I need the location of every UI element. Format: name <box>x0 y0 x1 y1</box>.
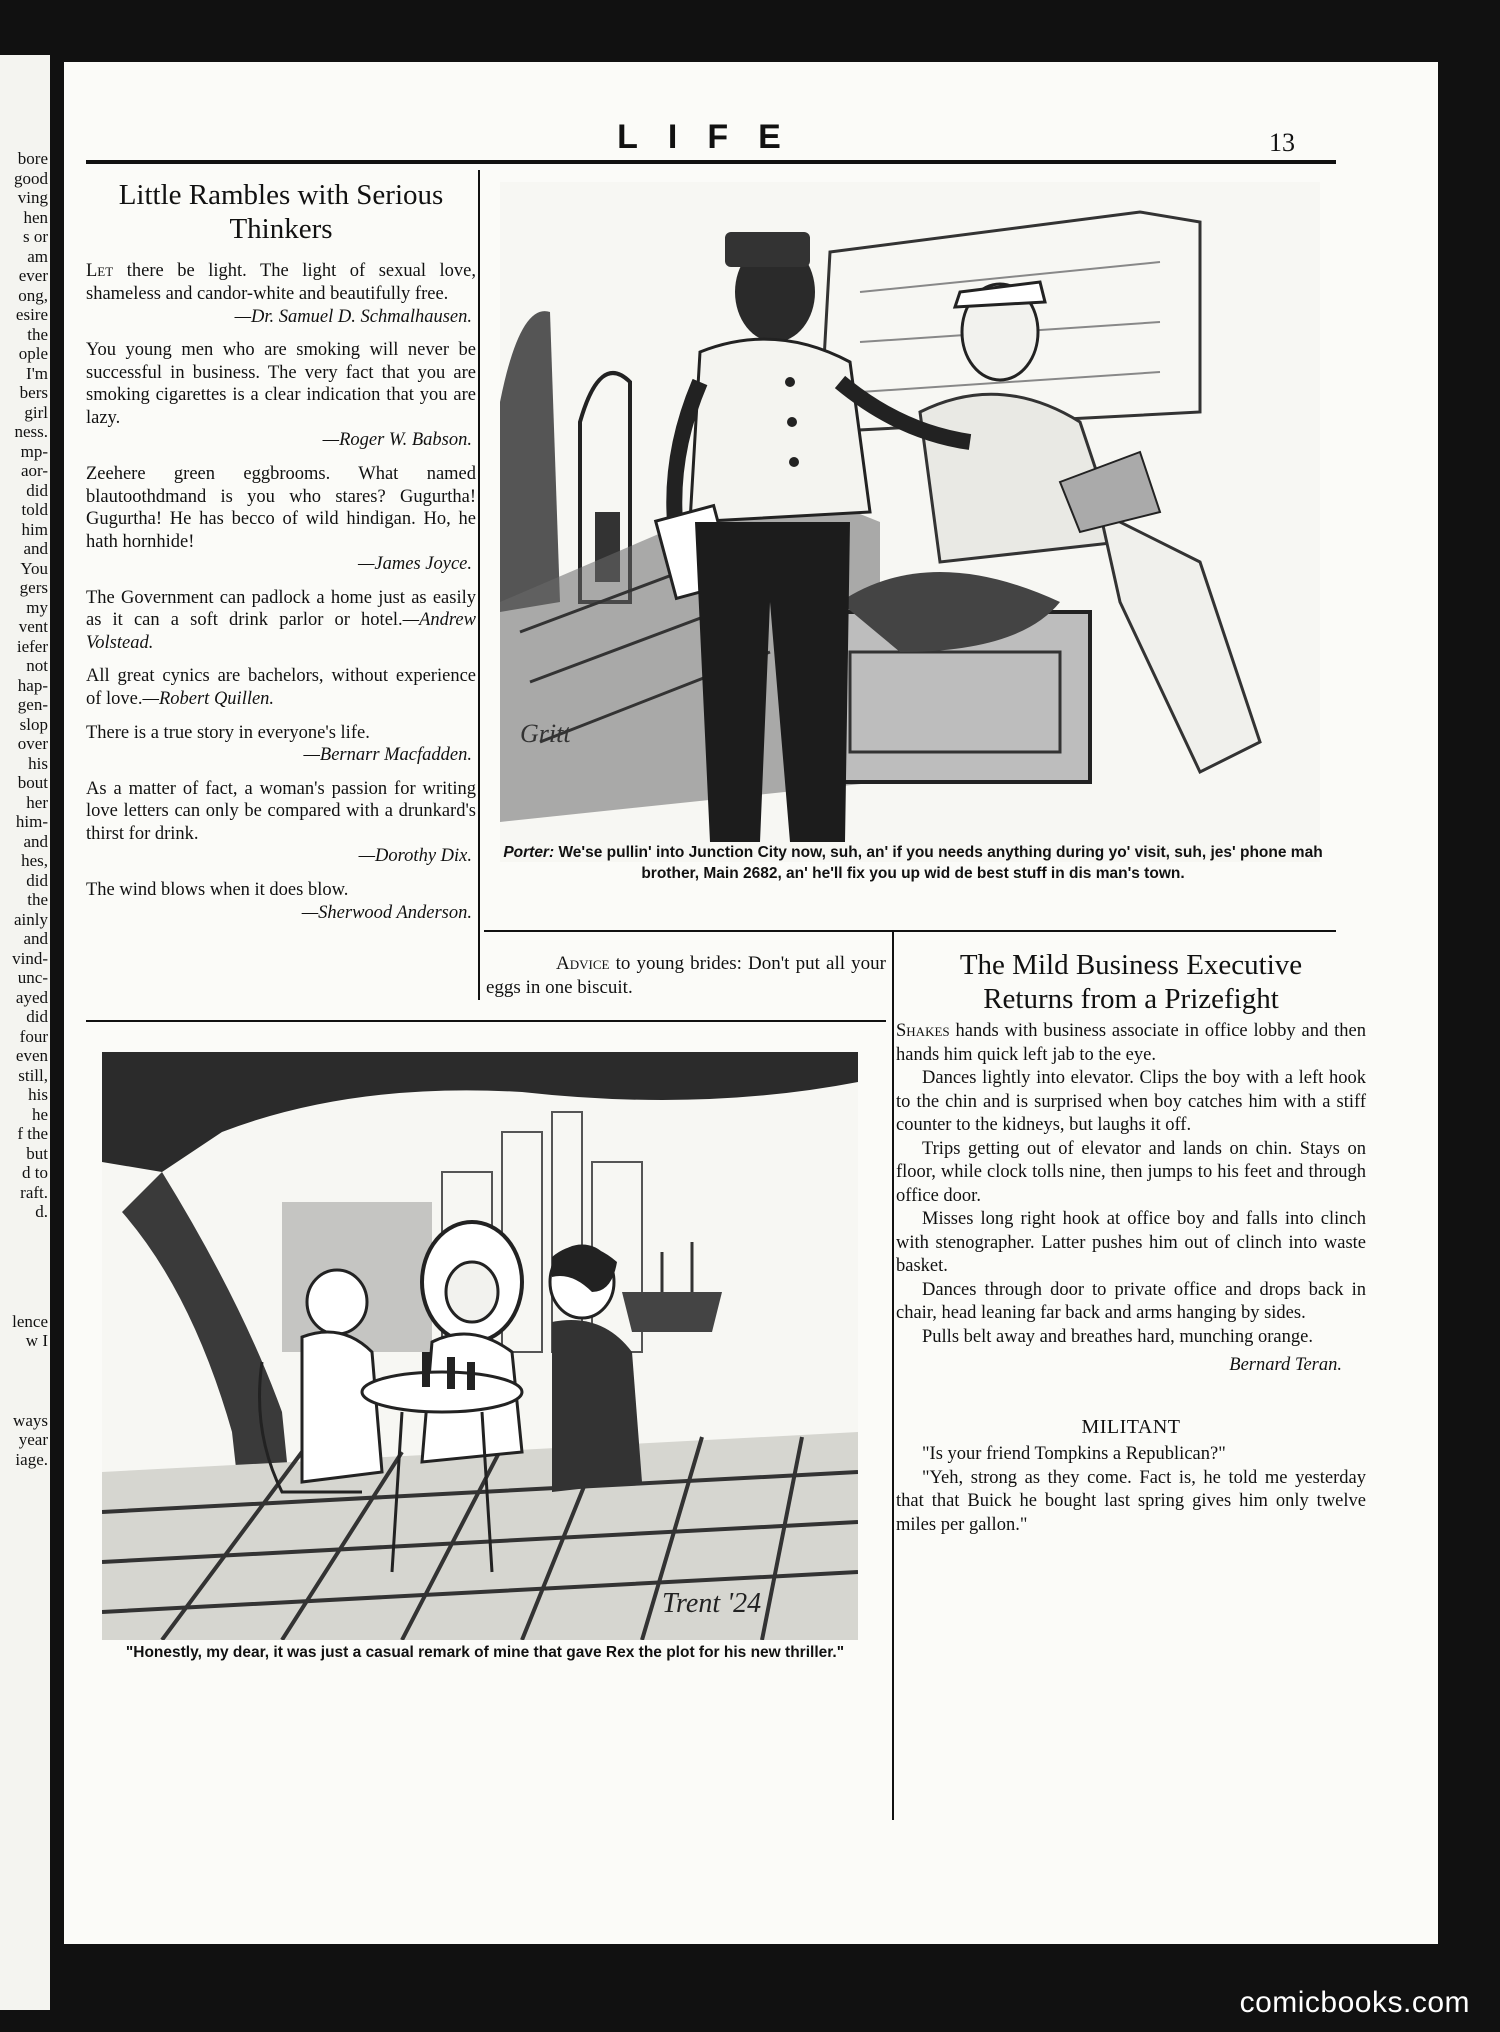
previous-page-fragment: him <box>21 519 48 539</box>
previous-page-fragment: f the <box>17 1124 48 1143</box>
previous-page-fragment: hen <box>23 207 48 227</box>
previous-page-fragment: my <box>26 597 48 617</box>
previous-page-fragment: vent <box>18 617 48 636</box>
previous-page-fragment: w I <box>25 1331 48 1350</box>
quote-author: —Dorothy Dix. <box>358 846 472 867</box>
previous-page-fragment: his <box>28 1085 48 1104</box>
column-rule-right <box>892 930 894 1820</box>
cafe-caption: "Honestly, my dear, it was just a casual remark of mine that gave Rex the plot for his new thriller." <box>125 1644 845 1661</box>
quote-author: —Andrew Volstead. <box>86 610 476 653</box>
paragraph-text: hands with business associate in office lobby and then hands him quick left jab to the eye. <box>896 1021 1366 1065</box>
caption-text: We'se pullin' into Junction City now, suh, an' if you needs anything during yo' visit, suh, jes' phone mah brother, Main 2682, an' he'll fix you up wid de best stuff in dis man's town. <box>554 844 1323 883</box>
quote-volstead <box>86 587 476 655</box>
previous-page-fragment: his <box>28 753 48 773</box>
quote-text: All great cynics are bachelors, without experience of love. <box>86 666 476 709</box>
quote-author: —Bernarr Macfadden. <box>303 745 472 766</box>
previous-page-fragment: unc- <box>17 968 48 987</box>
executive-paragraph: Dances through door to private office and drops back in chair, head leaning far back and arms hanging by sides. <box>896 1279 1366 1324</box>
article-title-line1: Little Rambles with Serious <box>118 179 444 211</box>
militant-paragraph: "Is your friend Tompkins a Republican?" <box>922 1444 1226 1465</box>
executive-paragraph: Misses long right hook at office boy and falls into clinch with stenographer. Latter pushes him out of clinch into waste basket. <box>896 1209 1366 1277</box>
cafe-cartoon <box>102 1052 858 1640</box>
previous-page-fragment: slop <box>19 714 48 734</box>
previous-page-fragment: over <box>17 734 48 753</box>
previous-page-fragment: bore <box>17 149 48 168</box>
previous-page-fragment: gers <box>19 578 48 597</box>
masthead-title: LIFE <box>617 118 811 156</box>
previous-page-fragment: ever <box>18 266 48 285</box>
previous-page-fragment: ving <box>17 188 48 207</box>
porter-cartoon-signature: Gritt <box>520 719 571 748</box>
article-title <box>86 178 476 246</box>
quote-text: there be light. The light of sexual love, shameless and candor-white and beautifully free. <box>86 261 476 304</box>
little-rambles-article <box>86 178 476 935</box>
previous-page-fragment: not <box>26 656 48 675</box>
quote-author: —Robert Quillen. <box>142 689 275 709</box>
advice-text: to young brides: Don't put all your eggs in one biscuit. <box>486 953 886 998</box>
previous-page-fragment: the <box>27 890 48 909</box>
previous-page-fragment: vind- <box>12 948 48 968</box>
militant-paragraph: "Yeh, strong as they come. Fact is, he told me yesterday that that Buick he bought last spring gives him only twelve miles per gallon." <box>896 1467 1366 1535</box>
previous-page-fragment: ways <box>13 1410 48 1430</box>
previous-page-fragment: aor- <box>20 461 48 480</box>
cafe-cartoon-signature: Trent '24 <box>662 1588 762 1619</box>
previous-page-fragment: bout <box>17 773 48 792</box>
previous-page-fragment: did <box>26 870 48 890</box>
executive-paragraph: Pulls belt away and breathes hard, munching orange. <box>922 1326 1313 1347</box>
paragraph-lead: Shakes <box>896 1021 950 1042</box>
previous-page-fragment: s or <box>22 227 48 246</box>
column-rule-left <box>478 170 480 1000</box>
article-title-line2: Thinkers <box>229 213 333 246</box>
quote-text: Zeehere green eggbrooms. What named blautoothdmand is you who stares? Gugurtha! Gugurtha! He has becco of wild hindigan. Ho, he hath hornhide! <box>86 463 476 552</box>
header-rule <box>86 160 1336 164</box>
previous-page-fragment: and <box>23 929 48 948</box>
previous-page-fragment: still, <box>18 1065 48 1085</box>
porter-cartoon <box>500 182 1320 862</box>
executive-title-line2: Returns from a Prizefight <box>983 983 1279 1016</box>
previous-page-fragment: but <box>26 1143 48 1163</box>
executive-author: Bernard Teran. <box>1229 1355 1342 1376</box>
previous-page-fragment: told <box>21 500 48 519</box>
quote-author: —Roger W. Babson. <box>322 430 472 451</box>
page-number: 13 <box>1269 128 1295 157</box>
section-rule <box>86 1020 886 1022</box>
magazine-page <box>64 62 1438 1944</box>
mild-executive-article <box>896 948 1366 1537</box>
quote-quillen <box>86 665 476 710</box>
previous-page-fragment: ong, <box>18 285 48 305</box>
previous-page-fragment: hes, <box>21 851 48 870</box>
executive-paragraph: Trips getting out of elevator and lands on chin. Stays on floor, while clock tolls nine, then jumps to his feet and through office door. <box>896 1138 1366 1206</box>
porter-caption <box>500 842 1326 885</box>
quote-text: The Government can padlock a home just as easily as it can a soft drink parlor or hotel. <box>86 587 476 631</box>
quote-text: As a matter of fact, a woman's passion for writing love letters can only be compared with a drunkard's thirst for drink. <box>86 778 476 844</box>
executive-paragraph <box>896 1020 1366 1067</box>
previous-page-fragment: esire <box>15 305 48 324</box>
previous-page-fragment: mp- <box>20 441 48 461</box>
previous-page-fragment: did <box>26 480 48 500</box>
quote-author: —Sherwood Anderson. <box>301 902 472 923</box>
caption-speaker: Porter: <box>503 844 555 861</box>
watermark: comicbooks.com <box>1239 1986 1470 2019</box>
quote-anderson <box>86 879 476 924</box>
previous-page-fragment: lence <box>12 1311 48 1331</box>
previous-page-fragment: he <box>31 1104 48 1124</box>
quote-author: —James Joyce. <box>357 554 472 575</box>
quote-dix <box>86 778 476 868</box>
previous-page-fragment: girl <box>24 402 48 422</box>
previous-page-fragment: d. <box>35 1202 48 1221</box>
quote-macfadden <box>86 722 476 767</box>
executive-title <box>896 948 1366 1016</box>
previous-page-fragment: and <box>23 831 48 851</box>
previous-page-edge <box>0 55 50 2010</box>
previous-page-fragment: raft. <box>20 1182 48 1202</box>
previous-page-fragment: ainly <box>14 909 48 929</box>
previous-page-fragment: iefer <box>16 636 48 656</box>
previous-page-fragment: ople <box>18 344 48 363</box>
previous-page-fragment: ayed <box>15 987 48 1007</box>
previous-page-fragment: even <box>15 1046 48 1065</box>
previous-page-fragment: You <box>20 558 48 578</box>
quote-text: There is a true story in everyone's life. <box>86 722 370 743</box>
previous-page-fragment: hap- <box>17 675 48 695</box>
previous-page-fragment: bers <box>19 383 48 402</box>
previous-page-fragment: and <box>23 539 48 558</box>
cafe-cartoon-drawing <box>102 1052 858 1640</box>
porter-cartoon-drawing <box>500 182 1320 862</box>
quote-text: The wind blows when it does blow. <box>86 879 349 900</box>
previous-page-fragment: d to <box>22 1163 48 1182</box>
quote-author: —Dr. Samuel D. Schmalhausen. <box>234 306 472 327</box>
quote-schmalhausen <box>86 260 476 328</box>
previous-page-fragment: him- <box>15 812 48 831</box>
quote-lead: Let <box>86 261 114 282</box>
quote-babson <box>86 339 476 452</box>
previous-page-fragment: ness. <box>14 422 48 441</box>
previous-page-fragment: good <box>14 168 48 188</box>
previous-page-fragment: her <box>26 792 48 812</box>
previous-page-fragment: I'm <box>26 363 48 383</box>
advice-lead: Advice <box>556 953 610 974</box>
executive-title-line1: The Mild Business Executive <box>959 949 1303 981</box>
quote-joyce <box>86 463 476 576</box>
previous-page-fragment: the <box>27 324 48 344</box>
advice-filler <box>486 952 886 1000</box>
quote-text: You young men who are smoking will never be successful in business. The very fact that you are smoking cigarettes is a clear indication that you are lazy. <box>86 340 476 428</box>
executive-paragraph: Dances lightly into elevator. Clips the boy with a left hook to the chin and is surprised when boy catches him with a stiff counter to the kidneys, but laughs it off. <box>896 1068 1366 1136</box>
previous-page-fragment: am <box>27 246 48 266</box>
previous-page-fragment: did <box>26 1007 48 1026</box>
previous-page-fragment: year <box>18 1430 48 1449</box>
cartoon1-bottom-rule <box>484 930 1336 932</box>
previous-page-fragment: iage. <box>15 1449 48 1469</box>
previous-page-fragment: gen- <box>17 695 48 714</box>
previous-page-fragment: four <box>19 1026 48 1046</box>
militant-title: MILITANT <box>1081 1416 1181 1439</box>
